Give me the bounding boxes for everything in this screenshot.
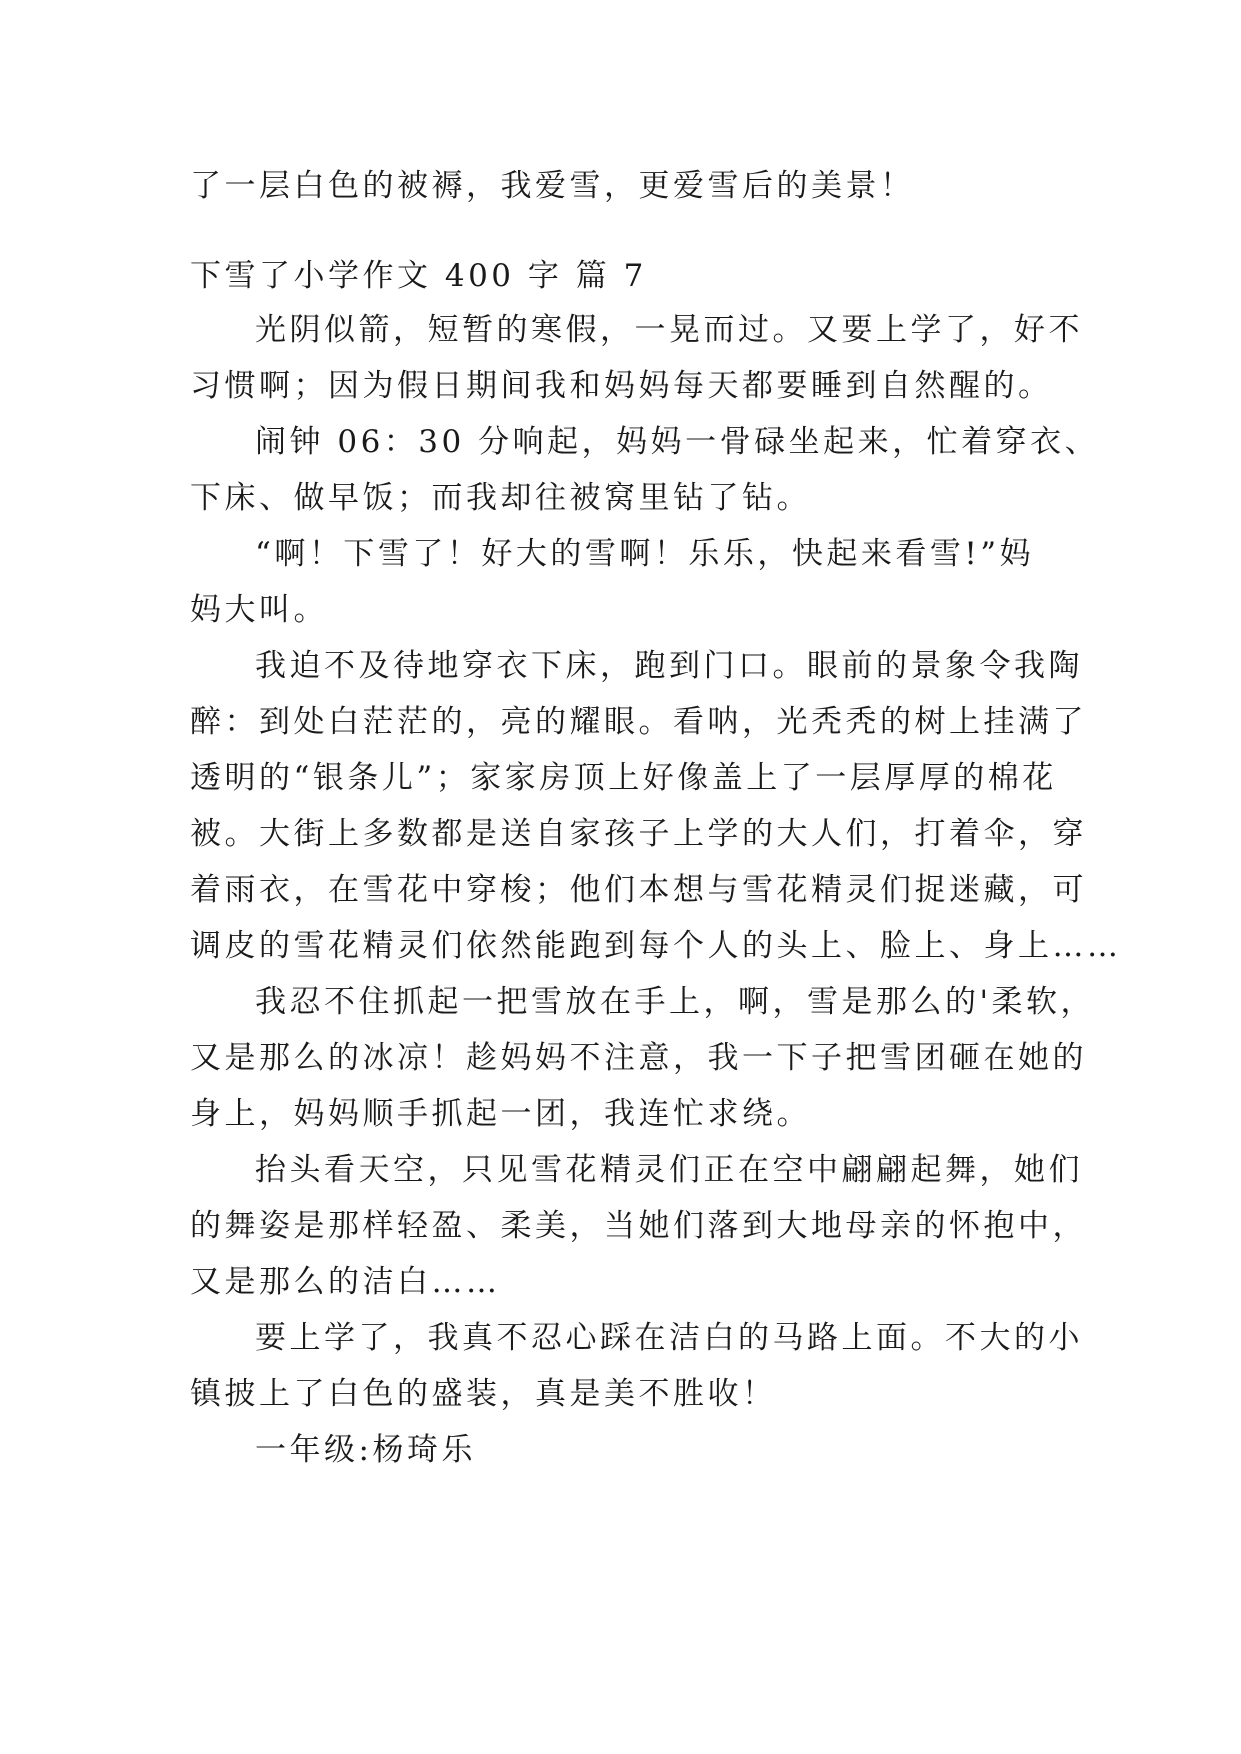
- text-line: 下床、做早饭；而我却往被窝里钻了钻。: [190, 480, 811, 516]
- author-line: 一年级:杨琦乐: [255, 1432, 476, 1468]
- text-line: 的舞姿是那样轻盈、柔美，当她们落到大地母亲的怀抱中，: [190, 1208, 1087, 1244]
- section-heading: 下雪了小学作文 400 字 篇 7: [190, 258, 647, 294]
- text-line: 又是那么的洁白……: [190, 1264, 501, 1300]
- text-line: 妈大叫。: [190, 592, 328, 628]
- text-line: 光阴似箭，短暂的寒假，一晃而过。又要上学了，好不: [255, 312, 1083, 348]
- text-line: 醉：到处白茫茫的，亮的耀眼。看呐，光秃秃的树上挂满了: [190, 704, 1087, 740]
- text-line: 镇披上了白色的盛装，真是美不胜收！: [190, 1376, 777, 1412]
- text-line: 了一层白色的被褥，我爱雪，更爱雪后的美景！: [190, 168, 915, 204]
- text-line: 又是那么的冰凉！趁妈妈不注意，我一下子把雪团砸在她的: [190, 1040, 1087, 1076]
- text-line: 着雨衣，在雪花中穿梭；他们本想与雪花精灵们捉迷藏，可: [190, 872, 1087, 908]
- text-line: 被。大街上多数都是送自家孩子上学的大人们，打着伞，穿: [190, 816, 1087, 852]
- text-line: 要上学了，我真不忍心踩在洁白的马路上面。不大的小: [255, 1320, 1083, 1356]
- text-line: 调皮的雪花精灵们依然能跑到每个人的头上、脸上、身上……: [190, 928, 1122, 964]
- text-line: 身上，妈妈顺手抓起一团，我连忙求绕。: [190, 1096, 811, 1132]
- text-line: 透明的“银条儿”；家家房顶上好像盖上了一层厚厚的棉花: [190, 760, 1057, 796]
- text-line: 我迫不及待地穿衣下床，跑到门口。眼前的景象令我陶: [255, 648, 1083, 684]
- text-line: “啊！下雪了！好大的雪啊！乐乐，快起来看雪!”妈: [255, 536, 1035, 572]
- text-line: 闹钟 06：30 分响起，妈妈一骨碌坐起来，忙着穿衣、: [255, 424, 1100, 460]
- text-line: 我忍不住抓起一把雪放在手上，啊，雪是那么的'柔软，: [255, 984, 1096, 1020]
- text-line: 习惯啊；因为假日期间我和妈妈每天都要睡到自然醒的。: [190, 368, 1053, 404]
- text-line: 抬头看天空，只见雪花精灵们正在空中翩翩起舞，她们: [255, 1152, 1083, 1188]
